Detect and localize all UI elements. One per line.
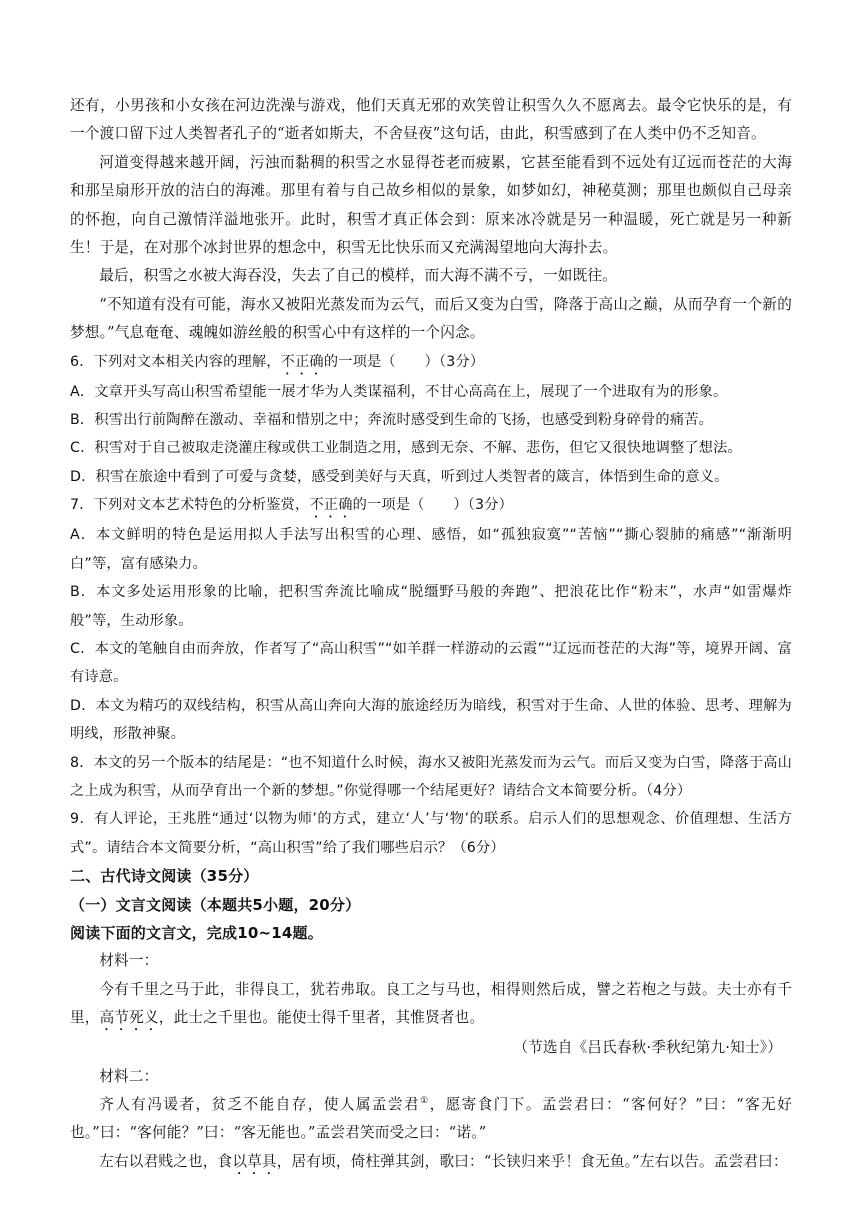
passage-paragraph-1: 还有，小男孩和小女孩在河边洗澡与游戏，他们天真无邪的欢笑曾让积雪久久不愿离去。最令它快乐的是，有一个渡口留下过人类智者孔子的“逝者如斯夫，不舍昼夜”这句话，由此，积雪感到了在人类中仍不乏知音。 [70, 97, 792, 143]
question-7-option-d: D．本文为精巧的双线结构，积雪从高山奔向大海的旅途经历为暗线，积雪对于生命、人世的体验、思考、理解为明线，形散神聚。 [70, 697, 792, 743]
material-1-label: 材料一： [99, 952, 159, 970]
question-7-option-c: C．本文的笔触自由而奔放，作者写了“高山积雪”“如羊群一样游动的云霞”“辽远而苍茫的大海”等，境界开阔、富有诗意。 [70, 640, 792, 686]
reading-instruction: 阅读下面的文言文，完成10~14题。 [70, 923, 323, 942]
section-heading: 二、古代诗文阅读（35分） [70, 867, 259, 886]
question-7-option-b: B．本文多处运用形象的比喻，把积雪奔流比喻成“脱缰野马般的奔跑”、把浪花比作“粉末”，水声“如雷爆炸般”等，生动形象。 [70, 584, 792, 629]
emphasis-dots: 以草具 [232, 1152, 277, 1170]
emphasis-dots: 不正确 [280, 353, 324, 370]
question-6-option-c: C．积雪对于自己被取走浇灌庄稼或供工业制造之用，感到无奈、不解、悲伤，但它又很快地调整了想法。 [70, 440, 742, 457]
question-7-option-a: A．本文鲜明的特色是运用拟人手法写出积雪的心理、感悟，如“孤独寂寞”“苦恼”“撕心裂肺的痛感”“渐渐明白”等，富有感染力。 [70, 527, 792, 572]
exam-page [70, 92, 792, 1178]
question-9: 9．有人评论，王兆胜“通过‘以物为师’的方式，建立‘人’与‘物’的联系。启示人们的思想观念、价值理想、生活方式”。请结合本文简要分析，“高山积雪”给了我们哪些启示？（6分） [70, 811, 792, 856]
question-8: 8．本文的另一个版本的结尾是：“也不知道什么时候，海水又被阳光蒸发而为云气。而后又变为白雪，降落于高山之上成为积雪，从而孕育出一个新的梦想。”你觉得哪一个结尾更好？请结合文本简要分析。（4分） [70, 754, 792, 799]
footnote-marker: ① [420, 1096, 430, 1107]
question-6-stem: 6．下列对文本相关内容的理解，不正确的一项是（ ）（3分） [70, 353, 485, 370]
material-1-source: （节选自《吕氏春秋·季秋纪第九·知士》） [513, 1039, 782, 1057]
question-6-option-b: B．积雪出行前陶醉在激动、幸福和惜别之中；奔流时感受到生命的飞扬，也感受到粉身碎骨的痛苦。 [70, 412, 713, 429]
passage-paragraph-4: “不知道有没有可能，海水又被阳光蒸发而为云气，而后又变为白雪，降落于高山之巅，从而孕育一个新的梦想。”气息奄奄、魂魄如游丝般的积雪心中有这样的一个闪念。 [70, 295, 792, 342]
material-1-text: 今有千里之马于此，非得良工，犹若弗取。良工之与马也，相得则然后成，譬之若枹之与鼓。夫士亦有千里，高节死义，此士之千里也。能使士得千里者，其惟贤者也。 [70, 980, 792, 1027]
material-2-paragraph-1: 齐人有冯谖者，贫乏不能自存，使人属孟尝君①，愿寄食门下。孟尝君曰：“客何好？”曰：“客无好也。”曰：“客何能？”曰：“客无能也。”孟尝君笑而受之曰：“诺。” [70, 1096, 792, 1142]
question-6-option-d: D．积雪在旅途中看到了可爱与贪婪，感受到美好与天真，听到过人类智者的箴言，体悟到生命的意义。 [70, 468, 729, 485]
question-7-stem: 7．下列对文本艺术特色的分析鉴赏，不正确的一项是（ ）（3分） [70, 497, 513, 514]
material-2-label: 材料二： [99, 1067, 159, 1085]
emphasis-dots: 不正确 [309, 497, 353, 514]
subsection-heading: （一）文言文阅读（本题共5小题，20分） [70, 895, 361, 914]
emphasis-dots: 高节死义 [99, 1009, 159, 1027]
question-6-option-a: A．文章开头写高山积雪希望能一展才华为人类谋福利，不甘心高高在上，展现了一个进取有为的形象。 [70, 383, 728, 400]
passage-paragraph-3: 最后，积雪之水被大海吞没，失去了自己的模样，而大海不满不亏，一如既往。 [99, 267, 617, 285]
material-2-paragraph-2: 左右以君贱之也，食以草具，居有顷，倚柱弹其剑，歌曰：“长铗归来乎！食无鱼。”左右以告。孟尝君曰： [99, 1152, 788, 1170]
passage-paragraph-2: 河道变得越来越开阔，污浊而黏稠的积雪之水显得苍老而疲累，它甚至能看到不远处有辽远而苍茫的大海和那呈扇形开放的洁白的海滩。那里有着与自己故乡相似的景象，如梦如幻，神秘莫测；那里也颇似自己母亲的怀抱，向自己激情洋溢地张开。此时，积雪才真正体会到：原来冰冷就是另一种温暖，死亡就是另一种新生！于是，在对那个冰封世界的想念中，积雪无比快乐而又充满渴望地向大海扑去。 [70, 153, 792, 257]
